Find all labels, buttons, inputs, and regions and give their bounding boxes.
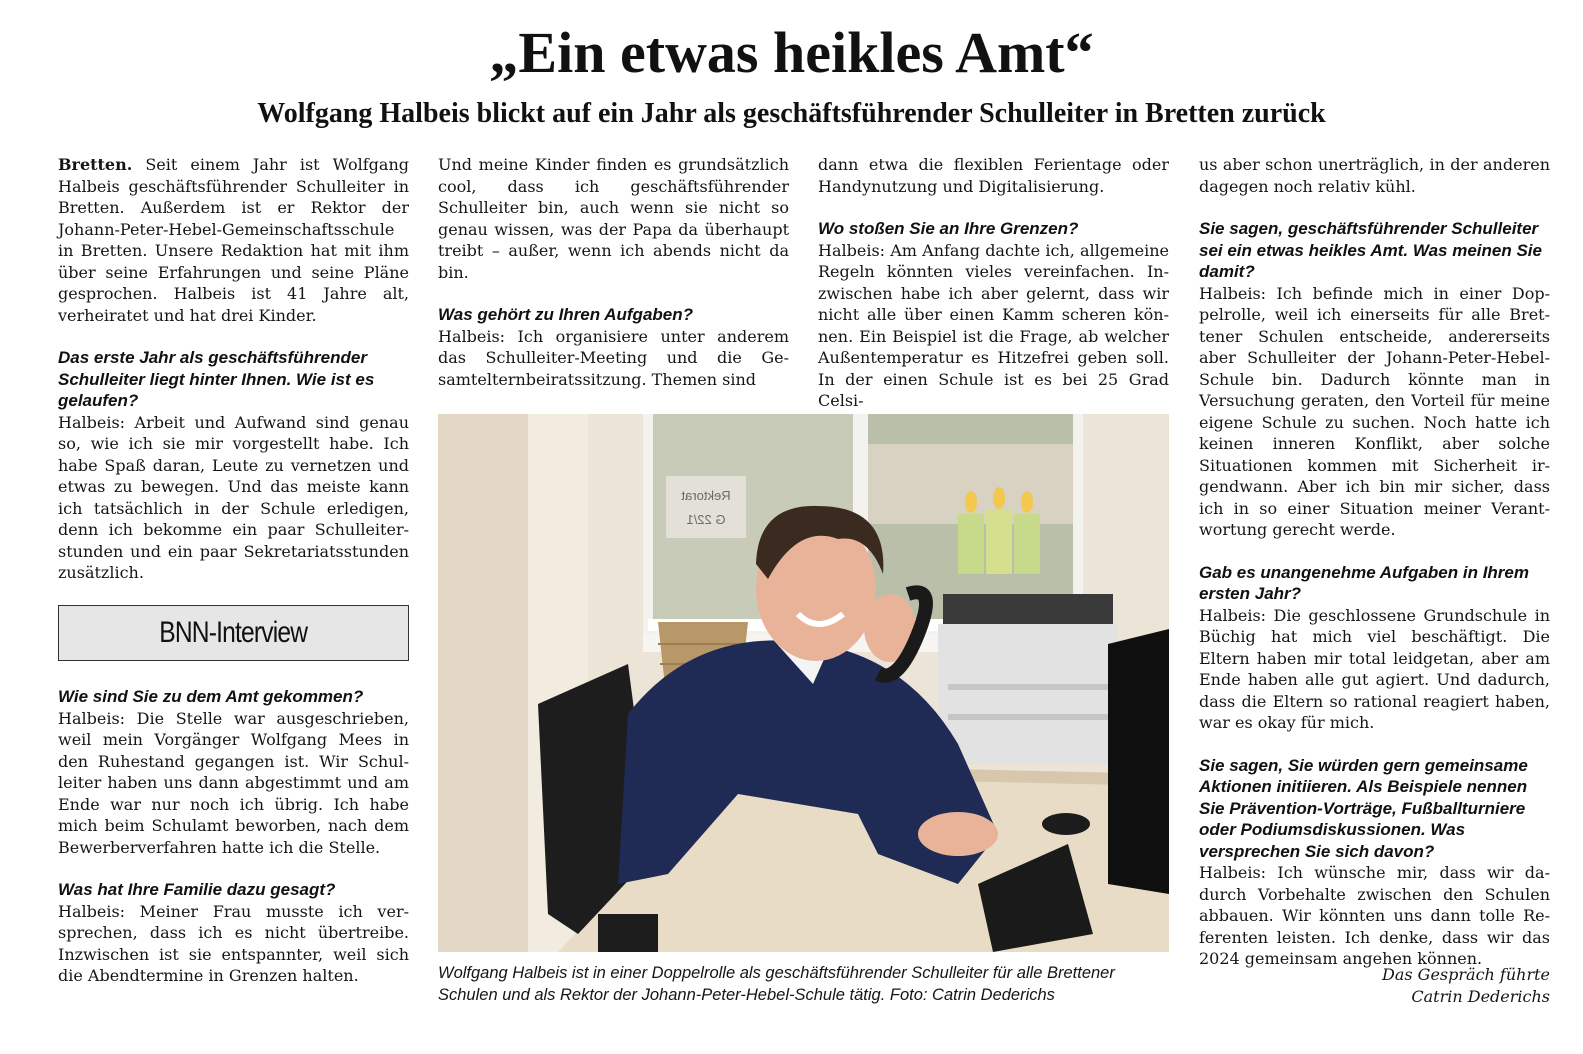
- answer-3-continued: Und meine Kinder finden es grundsätzlich cool, dass ich geschäftsführender Schulleiter bin, auch wenn sie nicht so genau wissen, was der Papa da überhaupt treibt – außer, wenn ich abends nicht da bin.: [438, 155, 789, 282]
- answer-1: Halbeis: Arbeit und Aufwand sind genau so, wie ich sie mir vorgestellt habe. Ich habe Spaß daran, Leute zu vernetzen und etwas zu bewegen. Und das meiste kann ich tatsächlich in der Schule erledigen, denn ich bekomme ein paar Schulleiterstunden und ein paar Sekretariatsstunden zusätzlich.: [58, 412, 409, 582]
- article-column-1: [58, 154, 409, 584]
- article-column-3: [818, 154, 1169, 412]
- answer-5-continued: us aber schon unerträglich, in der anderen dagegen noch relativ kühl.: [1199, 155, 1550, 196]
- dateline: Bretten.: [58, 155, 133, 174]
- answer-5: Halbeis: Am Anfang dachte ich, allgemeine Regeln könnten vieles vereinfachen. Inzwischen habe ich aber gelernt, dass wir nicht alle über einen Kamm scheren können. Ein Beispiel ist die Frage, ab welcher Außentemperatur es Hitzefrei geben soll. In der einen Schule ist es bei 25 Grad Celsi-: [818, 240, 1169, 410]
- article-column-2: [438, 154, 789, 390]
- answer-6: Halbeis: Ich befinde mich in einer Doppelrolle, weil ich einerseits für alle Brettener Schulen entscheide, andererseits aber Schulleiter der Johann-Peter-Hebel-Schule bin. Dadurch könnte man in Versuchung geraten, den Vorteil für meine eigene Schule zu suchen. Noch hatte ich keinen inneren Konflikt, aber solche Situationen kommen mit Sicherheit irgendwann. Aber ich bin mir sicher, dass ich in so einer Situation meiner Verantwortung gerecht werde.: [1199, 283, 1550, 539]
- answer-7: Halbeis: Die geschlossene Grundschule in Büchig hat mich viel beschäftigt. Die Eltern haben mir total leidgetan, aber am Ende haben alle gut agiert. Und dadurch, dass die Eltern so rational reagiert haben, war es okay für mich.: [1199, 605, 1550, 732]
- intro-paragraph: [58, 154, 409, 326]
- printer: [938, 594, 1118, 764]
- article-column-4: [1199, 154, 1550, 970]
- photo-illustration: [438, 414, 1169, 952]
- question-7: Gab es unangenehme Aufgaben in Ihrem ersten Jahr?: [1199, 562, 1529, 603]
- answer-3: Halbeis: Meiner Frau musste ich versprechen, dass ich es nicht übertreibe. Inzwischen ist sie entspannter, weil sich die Abendtermine in Grenzen halten.: [58, 901, 409, 985]
- headline: „Ein etwas heikles Amt“: [489, 20, 1094, 85]
- question-2: Wie sind Sie zu dem Amt gekommen?: [58, 687, 364, 706]
- answer-2: Halbeis: Die Stelle war ausgeschrieben, weil mein Vorgänger Wolfgang Mees in den Ruhestand gegangen ist. Wir Schulleiter haben uns dann abgestimmt und am Ende war nur noch ich übrig. Ich habe mich beim Schulamt beworben, nach dem Bewerberverfahren hatte ich die Stelle.: [58, 708, 409, 857]
- answer-4: Halbeis: Ich organisiere unter anderem das Schulleiter-Meeting und die Gesamtelternbeiratssitzung. Themen sind: [438, 326, 789, 389]
- author-signoff: [1199, 964, 1550, 1008]
- subheadline: Wolfgang Halbeis blickt auf ein Jahr als geschäftsführender Schulleiter in Bretten zurück: [257, 98, 1326, 129]
- answer-8: Halbeis: Ich wünsche mir, dass wir dadurch Vorbehalte zwischen den Schulen abbauen. Wir könnten uns dann tolle Referenten leisten. Ich denke, dass wir das 2024 gemeinsam angehen können.: [1199, 863, 1550, 968]
- svg-text:G 22/1: G 22/1: [686, 512, 726, 527]
- question-6: Sie sagen, geschäftsführender Schulleiter sei ein etwas heikles Amt. Was meinen Sie damit?: [1199, 219, 1542, 281]
- window-candle-decoration: [958, 487, 1040, 574]
- interview-label-box: [58, 605, 409, 661]
- question-8: Sie sagen, Sie würden gern gemeinsame Aktionen initiieren. Als Beispiele nennen Sie Prävention-Vorträge, Fußballturniere oder Podiumsdiskussionen. Was versprechen Sie sich davon?: [1199, 755, 1528, 861]
- article-column-1-lower: [58, 686, 409, 987]
- question-3: Was hat Ihre Familie dazu gesagt?: [58, 880, 336, 899]
- signoff-line-2: Catrin Dederichs: [1411, 987, 1550, 1006]
- door-sign: [666, 476, 746, 538]
- question-1: Das erste Jahr als geschäftsführender Schulleiter liegt hinter Ihnen. Wie ist es gelaufen?: [58, 348, 375, 410]
- answer-4-continued: dann etwa die flexiblen Ferientage oder Handynutzung und Digitalisierung.: [818, 155, 1169, 196]
- question-5: Wo stoßen Sie an Ihre Grenzen?: [818, 219, 1079, 238]
- interview-label: BNN-Interview: [159, 616, 308, 649]
- computer-monitor: [1108, 629, 1169, 894]
- photo-caption: Wolfgang Halbeis ist in einer Doppelrolle als geschäftsführender Schulleiter für alle Brettener Schulen und als Rektor der Johann-Peter-Hebel-Schule tätig. Foto: Catrin Dederichs: [438, 964, 1115, 1004]
- svg-text:Rektorat: Rektorat: [681, 488, 731, 503]
- signoff-line-1: Das Gespräch führte: [1382, 965, 1550, 984]
- intro-text: Seit einem Jahr ist Wolfgang Halbeis geschäftsführender Schulleiter in Bretten. Außerdem ist er Rektor der Johann-Peter-Hebel-Gemeinschaftsschule in Bretten. Unsere Redaktion hat mit ihm über seine Erfahrungen und seine Pläne gesprochen. Halbeis ist 41 Jahre alt, verheiratet und hat drei Kinder.: [58, 155, 410, 325]
- article-photo: [438, 414, 1169, 952]
- computer-mouse: [1042, 813, 1090, 835]
- question-4: Was gehört zu Ihren Aufgaben?: [438, 305, 694, 324]
